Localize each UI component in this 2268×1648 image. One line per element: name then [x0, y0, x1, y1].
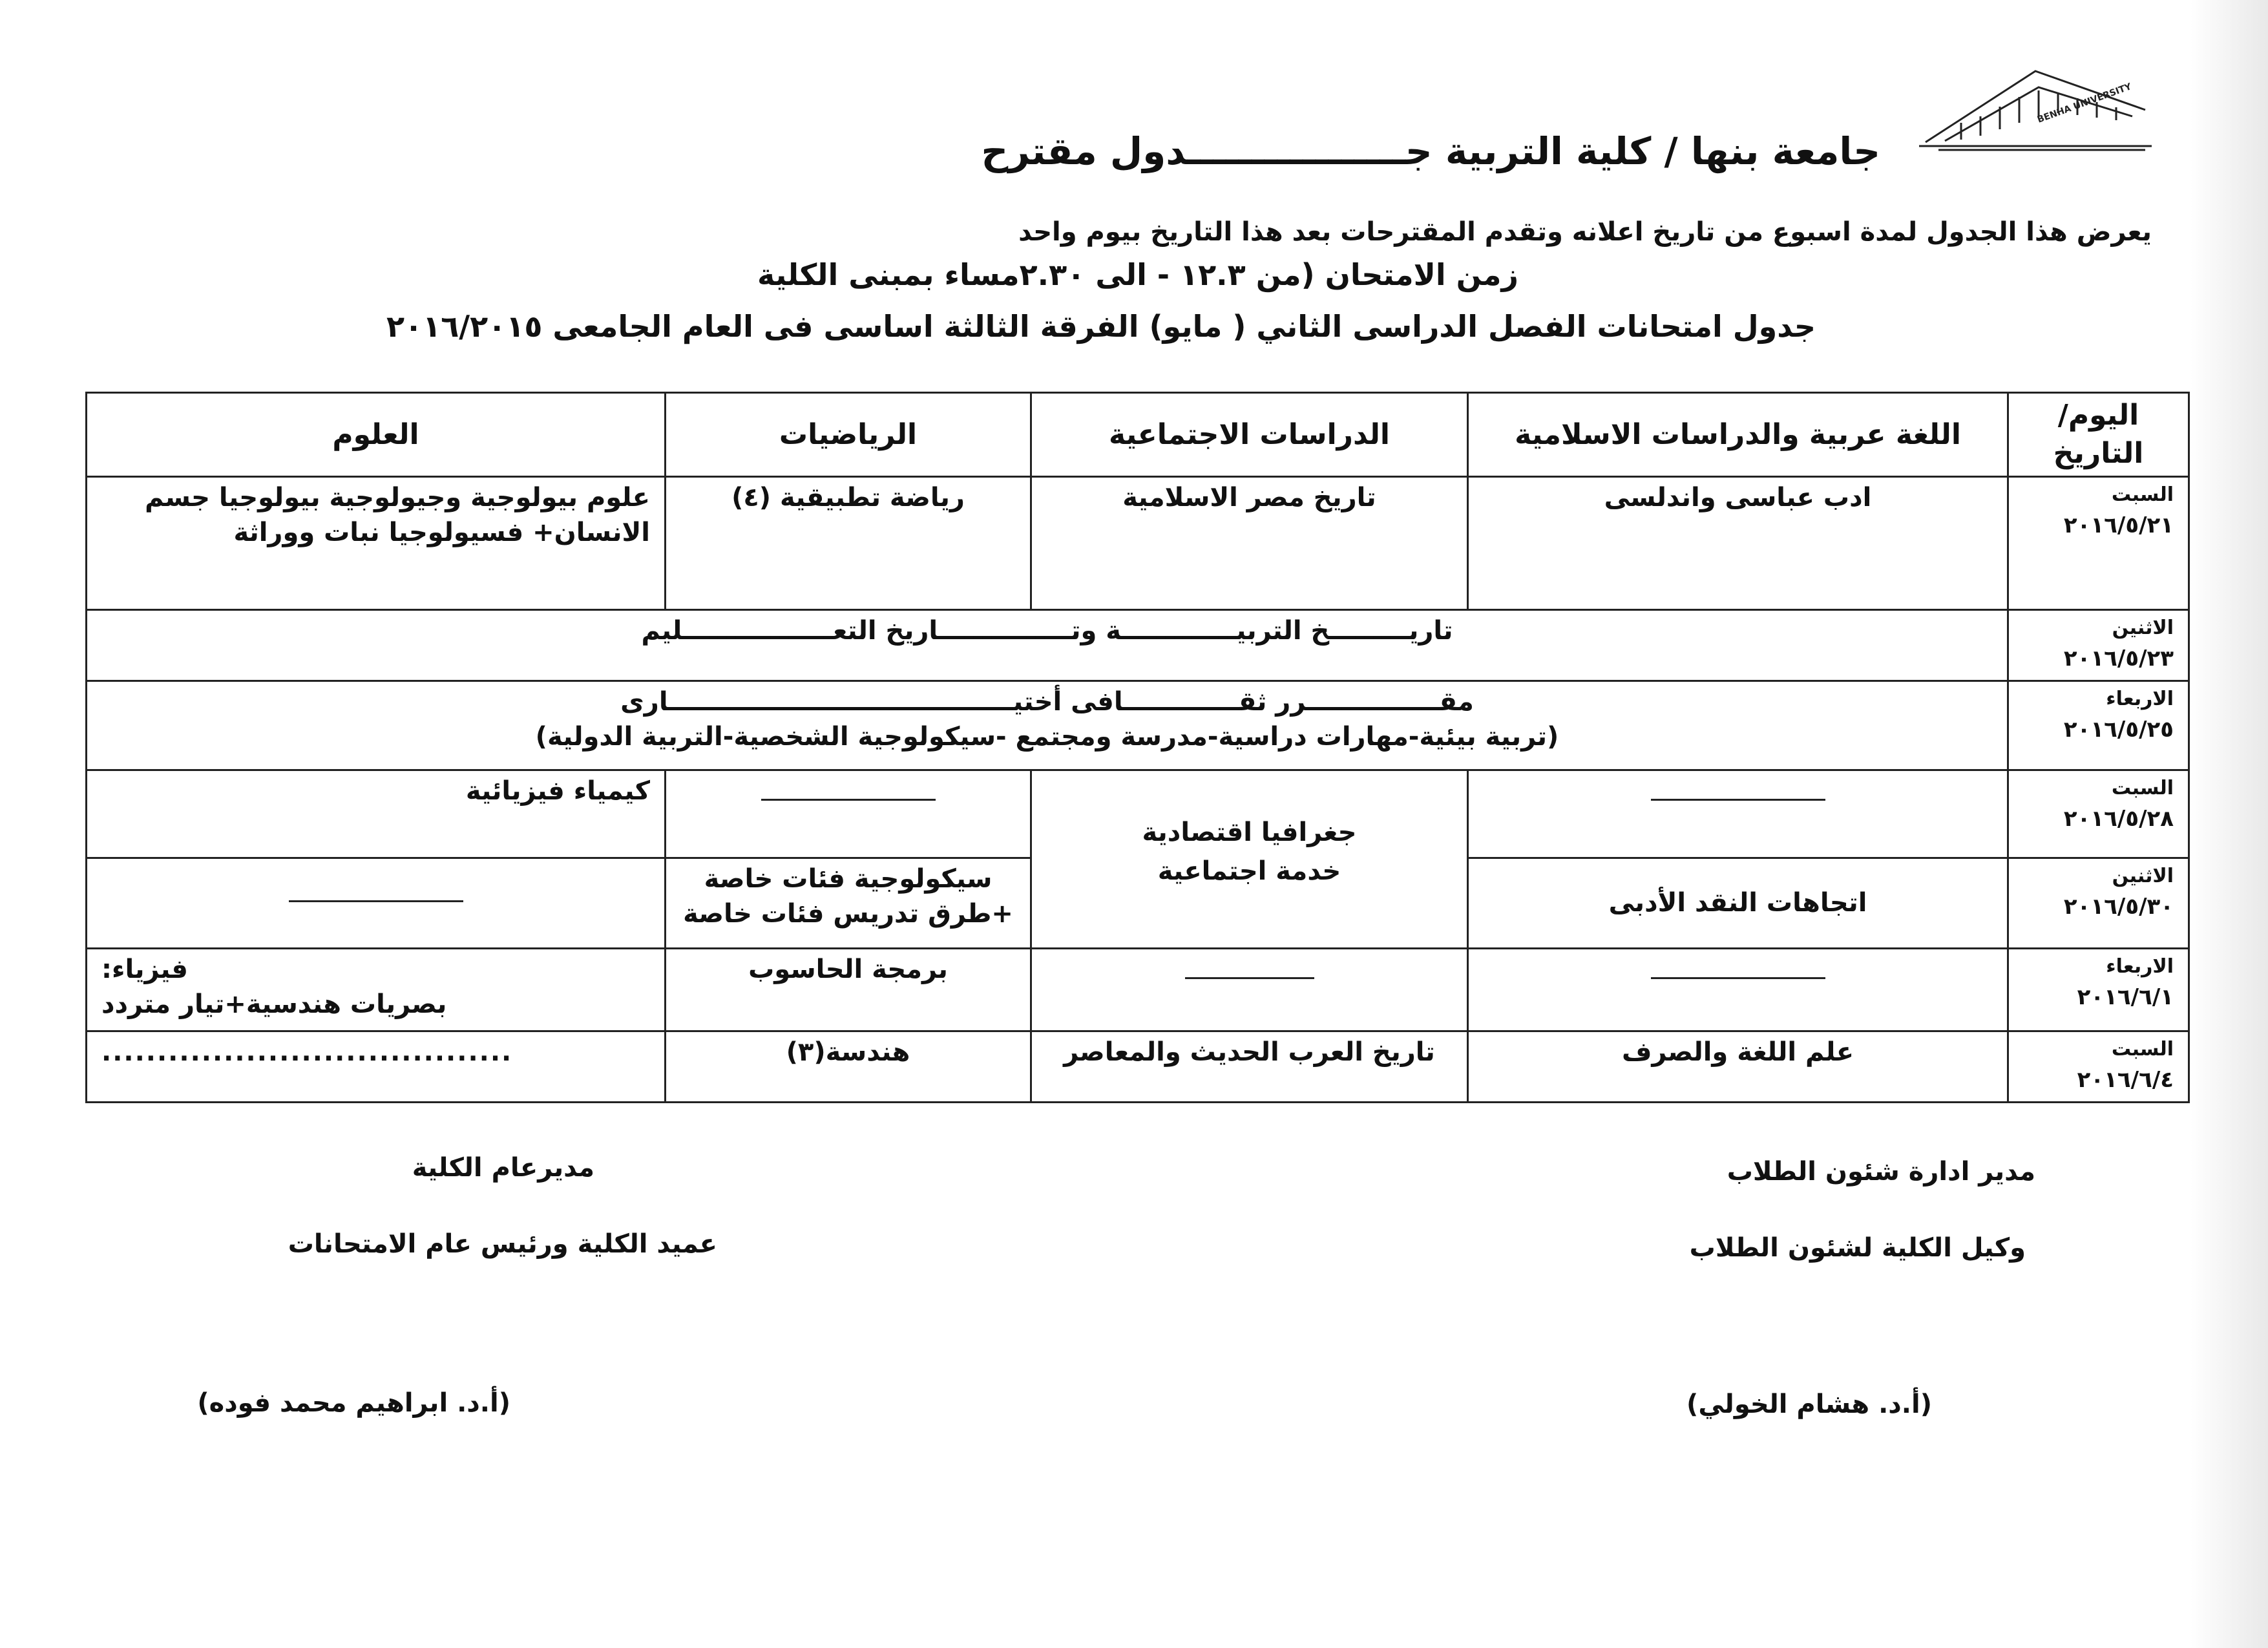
cell-social: تاريخ العرب الحديث والمعاصر — [1031, 1031, 1468, 1102]
date-cell — [2008, 476, 2189, 609]
cell-merged-all — [87, 681, 2008, 770]
cell-science — [87, 948, 666, 1031]
vice-dean-student-affairs-label: وكيل الكلية لشئون الطلاب — [1689, 1233, 2026, 1263]
cell-arabic-islamic: علم اللغة والصرف — [1468, 1031, 2008, 1102]
social-merged-course: جغرافيا اقتصادية — [1142, 817, 1357, 847]
student-affairs-director-label: مدير ادارة شئون الطلاب — [1727, 1157, 2035, 1187]
faculty-director-general-label: مديرعام الكلية — [412, 1153, 594, 1183]
date-cell — [2008, 609, 2189, 681]
scan-edge-shade — [2190, 0, 2268, 1648]
table-header-row — [87, 393, 2189, 477]
day-label: السبت — [2111, 1037, 2174, 1061]
table-row — [87, 476, 2189, 609]
date-cell — [2008, 681, 2189, 770]
cell-arabic-islamic: اتجاهات النقد الأدبى — [1468, 858, 2008, 948]
notice-text: يعرض هذا الجدول لمدة اسبوع من تاريخ اعلانه وتقدم المقترحات بعد هذا التاريخ بيوم واحد — [1018, 217, 2152, 247]
date-cell — [2008, 948, 2189, 1031]
cell-science: ..................................... — [87, 1031, 666, 1102]
empty-dash — [761, 799, 936, 801]
table-row — [87, 1031, 2189, 1102]
date-label: ٢٠١٦/٥/٢٨ — [2063, 805, 2174, 832]
social-course: خدمة اجتماعية — [1157, 856, 1341, 886]
cell-social — [1031, 948, 1468, 1031]
science-label: فيزياء: — [101, 954, 188, 984]
cell-math: سيكولوجية فئات خاصة +طرق تدريس فئات خاصة — [666, 858, 1031, 948]
merged-course: مقـــــــــــــــرر ثقـــــــــــــافى أختيـــــــــــــــــــــــــــــــــــــــارى — [620, 686, 1474, 717]
empty-dash — [1651, 977, 1825, 979]
date-cell — [2008, 1031, 2189, 1102]
date-cell — [2008, 770, 2189, 858]
cell-math: رياضة تطبيقية (٤) — [666, 476, 1031, 609]
empty-dash — [1185, 977, 1314, 979]
table-row — [87, 948, 2189, 1031]
cell-science — [87, 858, 666, 948]
header-social: الدراسات الاجتماعية — [1031, 393, 1468, 477]
date-label: ٢٠١٦/٥/٢٥ — [2063, 716, 2174, 743]
schedule-title: جدول امتحانات الفصل الدراسى الثاني ( مايو) الفرقة الثالثة اساسى فى العام الجامعى ٢٠١٦/٢٠١٥ — [386, 309, 1816, 344]
day-label: الاثنين — [2112, 864, 2174, 887]
cell-social: تاريخ مصر الاسلامية — [1031, 476, 1468, 609]
empty-dash — [289, 900, 463, 902]
cell-science: علوم بيولوجية وجيولوجية بيولوجيا جسم الانسان+ فسيولوجيا نبات ووراثة — [87, 476, 666, 609]
cell-social-merged — [1031, 770, 1468, 948]
empty-dash — [1651, 799, 1825, 801]
logo-text: BENHA UNIVERSITY — [2035, 81, 2133, 125]
cell-math — [666, 770, 1031, 858]
header-arabic-islamic: اللغة عربية والدراسات الاسلامية — [1468, 393, 2008, 477]
cell-arabic-islamic — [1468, 770, 2008, 858]
page-title: جامعة بنها / كلية التربية جـــــــــــــــــدول مقترح — [981, 129, 1880, 173]
table-row — [87, 609, 2189, 681]
merged-course-options: (تربية بيئية-مهارات دراسية-مدرسة ومجتمع -سيكولوجية الشخصية-التربية الدولية) — [535, 721, 1559, 752]
cell-arabic-islamic: ادب عباسى واندلسى — [1468, 476, 2008, 609]
day-label: الاثنين — [2112, 616, 2174, 639]
exam-time: زمن الامتحان (من ١٢.٣ - الى ٢.٣٠مساء بمبنى الكلية — [757, 257, 1518, 292]
day-label: السبت — [2111, 483, 2174, 506]
student-affairs-signatory-name: (أ.د. هشام الخولي) — [1686, 1389, 1932, 1419]
date-cell — [2008, 858, 2189, 948]
date-label: ٢٠١٦/٦/١ — [2077, 984, 2174, 1010]
cell-science: كيمياء فيزيائية — [87, 770, 666, 858]
university-logo — [1900, 26, 2158, 155]
header-date: اليوم/التاريخ — [2008, 393, 2189, 477]
cell-arabic-islamic — [1468, 948, 2008, 1031]
cell-merged-all: تاريـــــــــخ التربيـــــــــــــة وتـــــــــــــــاريخ التعـــــــــــــــــليم — [87, 609, 2008, 681]
table-row — [87, 770, 2189, 858]
cell-math: هندسة(٣) — [666, 1031, 1031, 1102]
exam-schedule-table — [85, 392, 2190, 1103]
day-label: الاربعاء — [2106, 955, 2174, 978]
date-label: ٢٠١٦/٥/٢٣ — [2063, 645, 2174, 671]
cell-math: برمجة الحاسوب — [666, 948, 1031, 1031]
header-math: الرياضيات — [666, 393, 1031, 477]
date-label: ٢٠١٦/٦/٤ — [2077, 1066, 2174, 1093]
header-science: العلوم — [87, 393, 666, 477]
day-label: السبت — [2111, 776, 2174, 799]
date-label: ٢٠١٦/٥/٢١ — [2063, 512, 2174, 538]
day-label: الاربعاء — [2106, 687, 2174, 710]
dean-chair-exams-label: عميد الكلية ورئيس عام الامتحانات — [288, 1229, 717, 1259]
table-row — [87, 681, 2189, 770]
date-label: ٢٠١٦/٥/٣٠ — [2063, 893, 2174, 920]
science-course: بصريات هندسية+تيار متردد — [101, 989, 447, 1019]
dean-signatory-name: (أ.د. ابراهيم محمد فوده) — [197, 1388, 510, 1418]
